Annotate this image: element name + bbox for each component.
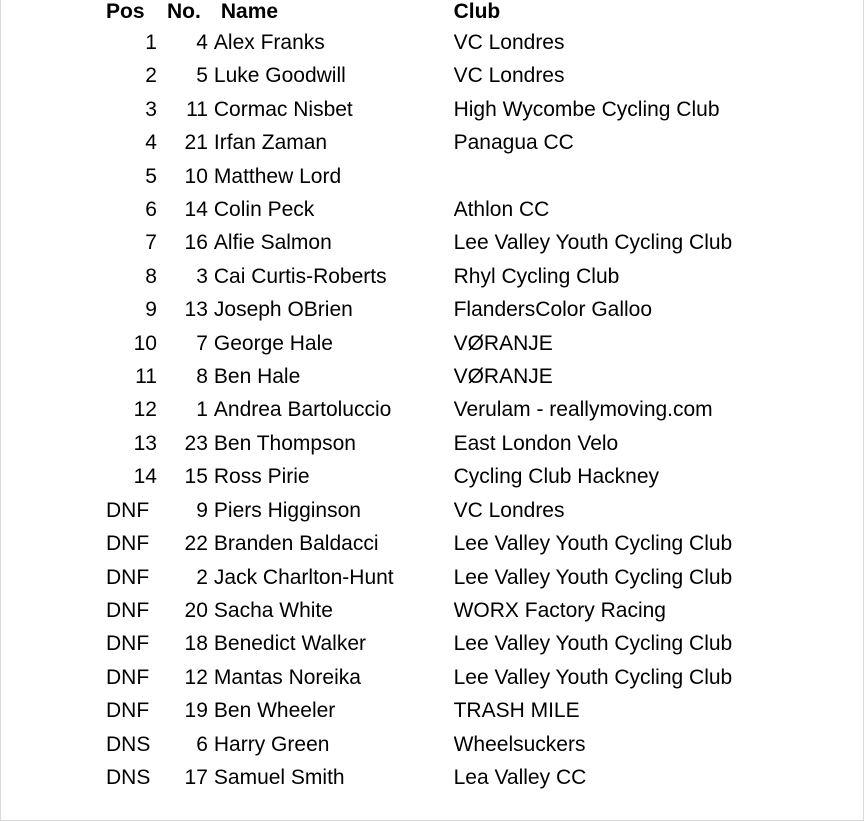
club-cell: VC Londres bbox=[453, 498, 565, 522]
position-cell: DNF bbox=[106, 699, 150, 723]
club-cell: FlandersColor Galloo bbox=[453, 298, 653, 322]
rider-number-cell: 8 bbox=[196, 365, 208, 389]
rider-name-cell: Ben Wheeler bbox=[213, 699, 336, 723]
rider-name-cell: Colin Peck bbox=[213, 198, 315, 222]
rider-name-cell: Cormac Nisbet bbox=[213, 97, 353, 121]
rider-number-cell: 11 bbox=[186, 97, 208, 121]
club-cell: Rhyl Cycling Club bbox=[453, 264, 620, 288]
position-cell: 7 bbox=[145, 231, 157, 255]
table-row bbox=[1, 393, 863, 426]
club-cell: Wheelsuckers bbox=[453, 732, 586, 756]
table-row bbox=[1, 226, 863, 259]
rider-name-cell: Matthew Lord bbox=[213, 164, 342, 188]
rider-number-cell: 21 bbox=[184, 131, 208, 155]
rider-number-cell: 1 bbox=[196, 398, 208, 422]
results-body bbox=[1, 26, 863, 794]
position-cell: DNF bbox=[106, 598, 150, 622]
table-row bbox=[1, 193, 863, 226]
club-cell: Cycling Club Hackney bbox=[453, 465, 660, 489]
table-row bbox=[1, 293, 863, 326]
table-row bbox=[1, 360, 863, 393]
position-cell: DNF bbox=[106, 532, 150, 556]
rider-number-cell: 9 bbox=[196, 498, 208, 522]
rider-name-cell: Piers Higginson bbox=[213, 498, 361, 522]
table-row bbox=[1, 661, 863, 694]
rider-number-cell: 14 bbox=[184, 198, 208, 222]
position-cell: DNF bbox=[106, 498, 150, 522]
rider-name-cell: Joseph OBrien bbox=[213, 298, 353, 322]
club-cell: Lea Valley CC bbox=[453, 765, 587, 789]
table-row bbox=[1, 594, 863, 627]
table-row bbox=[1, 728, 863, 761]
header-club: Club bbox=[453, 0, 501, 23]
position-cell: 11 bbox=[135, 365, 157, 389]
position-cell: 3 bbox=[145, 97, 157, 121]
table-row bbox=[1, 694, 863, 727]
rider-name-cell: Ross Pirie bbox=[213, 465, 310, 489]
rider-number-cell: 19 bbox=[184, 699, 208, 723]
position-cell: 1 bbox=[145, 31, 157, 54]
rider-number-cell: 3 bbox=[196, 264, 208, 288]
club-cell: Verulam - reallymoving.com bbox=[453, 398, 713, 422]
position-cell: 13 bbox=[133, 431, 157, 455]
club-cell: Lee Valley Youth Cycling Club bbox=[453, 565, 733, 589]
club-cell: VØRANJE bbox=[453, 331, 553, 355]
club-cell: VC Londres bbox=[453, 64, 565, 88]
position-cell: DNF bbox=[106, 632, 150, 656]
table-row bbox=[1, 627, 863, 660]
club-cell: VC Londres bbox=[453, 31, 565, 54]
rider-name-cell: Mantas Noreika bbox=[213, 665, 361, 689]
club-cell: Panagua CC bbox=[453, 131, 574, 155]
table-row bbox=[1, 26, 863, 59]
rider-number-cell: 17 bbox=[184, 765, 208, 789]
position-cell: 5 bbox=[145, 164, 157, 188]
results-table bbox=[1, 0, 863, 794]
header-pos: Pos bbox=[106, 0, 145, 23]
rider-name-cell: Benedict Walker bbox=[213, 632, 367, 656]
table-row bbox=[1, 93, 863, 126]
table-row bbox=[1, 260, 863, 293]
position-cell: 4 bbox=[145, 131, 157, 155]
position-cell: 2 bbox=[145, 64, 157, 88]
position-cell: 10 bbox=[133, 331, 157, 355]
rider-number-cell: 7 bbox=[196, 331, 208, 355]
table-row bbox=[1, 59, 863, 92]
rider-name-cell: Branden Baldacci bbox=[213, 532, 379, 556]
rider-number-cell: 2 bbox=[196, 565, 208, 589]
position-cell: DNS bbox=[106, 765, 151, 789]
rider-number-cell: 6 bbox=[196, 732, 208, 756]
club-cell bbox=[454, 160, 863, 193]
position-cell: DNF bbox=[106, 565, 150, 589]
rider-number-cell: 22 bbox=[184, 532, 208, 556]
position-cell: DNF bbox=[106, 665, 150, 689]
rider-number-cell: 15 bbox=[184, 465, 208, 489]
position-cell: DNS bbox=[106, 732, 151, 756]
rider-number-cell: 16 bbox=[184, 231, 208, 255]
rider-number-cell: 4 bbox=[196, 31, 208, 54]
rider-number-cell: 10 bbox=[184, 164, 208, 188]
club-cell: TRASH MILE bbox=[453, 699, 580, 723]
table-row bbox=[1, 160, 863, 193]
rider-name-cell: Samuel Smith bbox=[213, 765, 345, 789]
club-cell: Lee Valley Youth Cycling Club bbox=[453, 231, 733, 255]
rider-number-cell: 23 bbox=[184, 431, 208, 455]
rider-name-cell: Cai Curtis-Roberts bbox=[213, 264, 387, 288]
table-row bbox=[1, 561, 863, 594]
header-name: Name bbox=[220, 0, 279, 23]
club-cell: East London Velo bbox=[453, 431, 619, 455]
position-cell: 14 bbox=[133, 465, 157, 489]
rider-number-cell: 12 bbox=[184, 665, 208, 689]
rider-name-cell: Irfan Zaman bbox=[213, 131, 328, 155]
table-row bbox=[1, 761, 863, 794]
table-row bbox=[1, 527, 863, 560]
rider-name-cell: Alfie Salmon bbox=[213, 231, 332, 255]
table-row bbox=[1, 460, 863, 493]
rider-name-cell: Ben Hale bbox=[213, 365, 301, 389]
table-row bbox=[1, 427, 863, 460]
position-cell: 9 bbox=[145, 298, 157, 322]
rider-name-cell: Alex Franks bbox=[213, 31, 325, 54]
header-no: No. bbox=[166, 0, 201, 23]
rider-number-cell: 13 bbox=[184, 298, 208, 322]
rider-number-cell: 18 bbox=[184, 632, 208, 656]
table-row bbox=[1, 126, 863, 159]
rider-name-cell: Harry Green bbox=[213, 732, 330, 756]
position-cell: 8 bbox=[145, 264, 157, 288]
club-cell: High Wycombe Cycling Club bbox=[453, 97, 720, 121]
rider-number-cell: 5 bbox=[196, 64, 208, 88]
club-cell: Lee Valley Youth Cycling Club bbox=[453, 665, 733, 689]
rider-number-cell: 20 bbox=[184, 598, 208, 622]
club-cell: Lee Valley Youth Cycling Club bbox=[453, 632, 733, 656]
rider-name-cell: George Hale bbox=[213, 331, 333, 355]
header-row bbox=[1, 0, 863, 26]
club-cell: Lee Valley Youth Cycling Club bbox=[453, 532, 733, 556]
club-cell: WORX Factory Racing bbox=[453, 598, 666, 622]
rider-name-cell: Luke Goodwill bbox=[213, 64, 346, 88]
position-cell: 6 bbox=[145, 198, 157, 222]
rider-name-cell: Jack Charlton-Hunt bbox=[213, 565, 394, 589]
position-cell: 12 bbox=[133, 398, 157, 422]
club-cell: VØRANJE bbox=[453, 365, 553, 389]
table-row bbox=[1, 494, 863, 527]
table-row bbox=[1, 327, 863, 360]
rider-name-cell: Sacha White bbox=[213, 598, 333, 622]
rider-name-cell: Ben Thompson bbox=[213, 431, 356, 455]
club-cell: Athlon CC bbox=[453, 198, 550, 222]
rider-name-cell: Andrea Bartoluccio bbox=[213, 398, 392, 422]
